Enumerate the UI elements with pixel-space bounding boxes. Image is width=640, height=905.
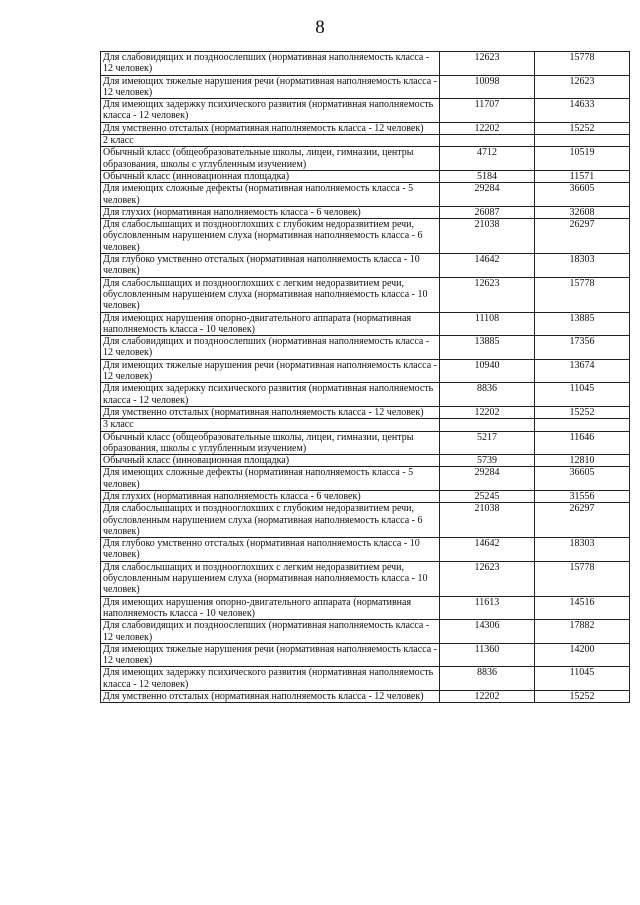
row-description: Для имеющих тяжелые нарушения речи (нормативная наполняемость класса - 12 человек) [101,359,440,383]
table-row [101,170,630,182]
value-col-2: 13674 [535,359,630,383]
row-description: Обычный класс (инновационная площадка) [101,170,440,182]
table-row [101,359,630,383]
value-col-2: 15778 [535,52,630,76]
value-col-1: 12623 [440,277,535,312]
page-number: 8 [315,17,325,38]
table-body [101,52,630,703]
table-row [101,219,630,254]
value-col-1: 5739 [440,455,535,467]
table-row [101,254,630,278]
value-col-1: 11613 [440,596,535,620]
table-row [101,312,630,336]
row-description: Для умственно отсталых (нормативная наполняемость класса - 12 человек) [101,122,440,134]
value-col-1: 29284 [440,467,535,491]
norms-table [100,51,630,703]
value-col-2: 15252 [535,122,630,134]
value-col-1: 12623 [440,52,535,76]
value-col-2 [535,419,630,431]
value-col-2: 17356 [535,336,630,360]
value-col-2: 12623 [535,75,630,99]
value-col-1: 10098 [440,75,535,99]
value-col-2: 11571 [535,170,630,182]
row-description: Для имеющих сложные дефекты (нормативная наполняемость класса - 5 человек) [101,183,440,207]
table-row [101,383,630,407]
value-col-1: 14642 [440,538,535,562]
table-row [101,538,630,562]
row-description: Для имеющих сложные дефекты (нормативная наполняемость класса - 5 человек) [101,467,440,491]
section-header-row [101,419,630,431]
value-col-2: 14633 [535,99,630,123]
row-description: Для имеющих задержку психического развития (нормативная наполняемость класса - 12 человек) [101,667,440,691]
table-row [101,52,630,76]
value-col-2: 17882 [535,620,630,644]
table-row [101,643,630,667]
table-row [101,147,630,171]
row-description: Обычный класс (общеобразовательные школы, лицеи, гимназии, центры образования, школы с углубленным изучением) [101,431,440,455]
value-col-1: 4712 [440,147,535,171]
value-col-2: 11045 [535,383,630,407]
value-col-1: 8836 [440,383,535,407]
table-row [101,99,630,123]
value-col-1: 5184 [440,170,535,182]
row-description: Для имеющих задержку психического развития (нормативная наполняемость класса - 12 человек) [101,383,440,407]
value-col-2: 14200 [535,643,630,667]
row-description: Обычный класс (инновационная площадка) [101,455,440,467]
value-col-1: 12623 [440,561,535,596]
value-col-2: 15778 [535,561,630,596]
section-label: 2 класс [101,135,440,147]
row-description: Обычный класс (общеобразовательные школы, лицеи, гимназии, центры образования, школы с углубленным изучением) [101,147,440,171]
table-row [101,561,630,596]
value-col-1: 14642 [440,254,535,278]
row-description: Для имеющих тяжелые нарушения речи (нормативная наполняемость класса - 12 человек) [101,643,440,667]
value-col-1: 12202 [440,691,535,703]
value-col-1: 12202 [440,122,535,134]
table-row [101,455,630,467]
value-col-2: 13885 [535,312,630,336]
value-col-1: 21038 [440,503,535,538]
row-description: Для умственно отсталых (нормативная наполняемость класса - 12 человек) [101,406,440,418]
table-row [101,596,630,620]
table-row [101,75,630,99]
value-col-2: 36605 [535,183,630,207]
row-description: Для глухих (нормативная наполняемость класса - 6 человек) [101,490,440,502]
row-description: Для глубоко умственно отсталых (нормативная наполняемость класса - 10 человек) [101,254,440,278]
row-description: Для слабослышащих и позднооглохших с легким недоразвитием речи, обусловленным нарушением слуха (нормативная наполняемость класса - 10 человек) [101,277,440,312]
table-row [101,277,630,312]
value-col-2: 14516 [535,596,630,620]
row-description: Для слабослышащих и позднооглохших с глубоким недоразвитием речи, обусловленным нарушением слуха (нормативная наполняемость класса - 6 человек) [101,503,440,538]
row-description: Для слабовидящих и поздноослепших (нормативная наполняемость класса - 12 человек) [101,52,440,76]
value-col-1: 10940 [440,359,535,383]
row-description: Для имеющих нарушения опорно-двигательного аппарата (нормативная наполняемость класса - 10 человек) [101,312,440,336]
table-row [101,336,630,360]
value-col-1: 5217 [440,431,535,455]
row-description: Для имеющих задержку психического развития (нормативная наполняемость класса - 12 человек) [101,99,440,123]
row-description: Для слабовидящих и поздноослепших (нормативная наполняемость класса - 12 человек) [101,336,440,360]
value-col-1 [440,419,535,431]
table-row [101,122,630,134]
value-col-2: 15252 [535,406,630,418]
value-col-1: 14306 [440,620,535,644]
section-header-row [101,135,630,147]
value-col-2: 11045 [535,667,630,691]
value-col-2: 18303 [535,538,630,562]
value-col-2: 15778 [535,277,630,312]
value-col-1: 12202 [440,406,535,418]
value-col-2 [535,135,630,147]
value-col-2: 15252 [535,691,630,703]
value-col-1: 11108 [440,312,535,336]
value-col-1: 11707 [440,99,535,123]
row-description: Для имеющих тяжелые нарушения речи (нормативная наполняемость класса - 12 человек) [101,75,440,99]
table-row [101,431,630,455]
table-row [101,467,630,491]
row-description: Для слабослышащих и позднооглохших с легким недоразвитием речи, обусловленным нарушением слуха (нормативная наполняемость класса - 10 человек) [101,561,440,596]
value-col-2: 31556 [535,490,630,502]
table-row [101,406,630,418]
table-row [101,183,630,207]
section-label: 3 класс [101,419,440,431]
row-description: Для глухих (нормативная наполняемость класса - 6 человек) [101,206,440,218]
row-description: Для слабовидящих и поздноослепших (нормативная наполняемость класса - 12 человек) [101,620,440,644]
value-col-2: 32608 [535,206,630,218]
value-col-2: 11646 [535,431,630,455]
table-row [101,620,630,644]
value-col-1: 8836 [440,667,535,691]
table-row [101,206,630,218]
table-row [101,503,630,538]
table-row [101,490,630,502]
value-col-1 [440,135,535,147]
value-col-2: 36605 [535,467,630,491]
value-col-1: 21038 [440,219,535,254]
value-col-1: 11360 [440,643,535,667]
value-col-2: 26297 [535,219,630,254]
value-col-1: 25245 [440,490,535,502]
row-description: Для слабослышащих и позднооглохших с глубоким недоразвитием речи, обусловленным нарушением слуха (нормативная наполняемость класса - 6 человек) [101,219,440,254]
table-row [101,667,630,691]
table-row [101,691,630,703]
value-col-2: 26297 [535,503,630,538]
row-description: Для имеющих нарушения опорно-двигательного аппарата (нормативная наполняемость класса - 10 человек) [101,596,440,620]
value-col-2: 18303 [535,254,630,278]
row-description: Для глубоко умственно отсталых (нормативная наполняемость класса - 10 человек) [101,538,440,562]
value-col-1: 13885 [440,336,535,360]
value-col-1: 26087 [440,206,535,218]
row-description: Для умственно отсталых (нормативная наполняемость класса - 12 человек) [101,691,440,703]
value-col-2: 12810 [535,455,630,467]
value-col-2: 10519 [535,147,630,171]
value-col-1: 29284 [440,183,535,207]
